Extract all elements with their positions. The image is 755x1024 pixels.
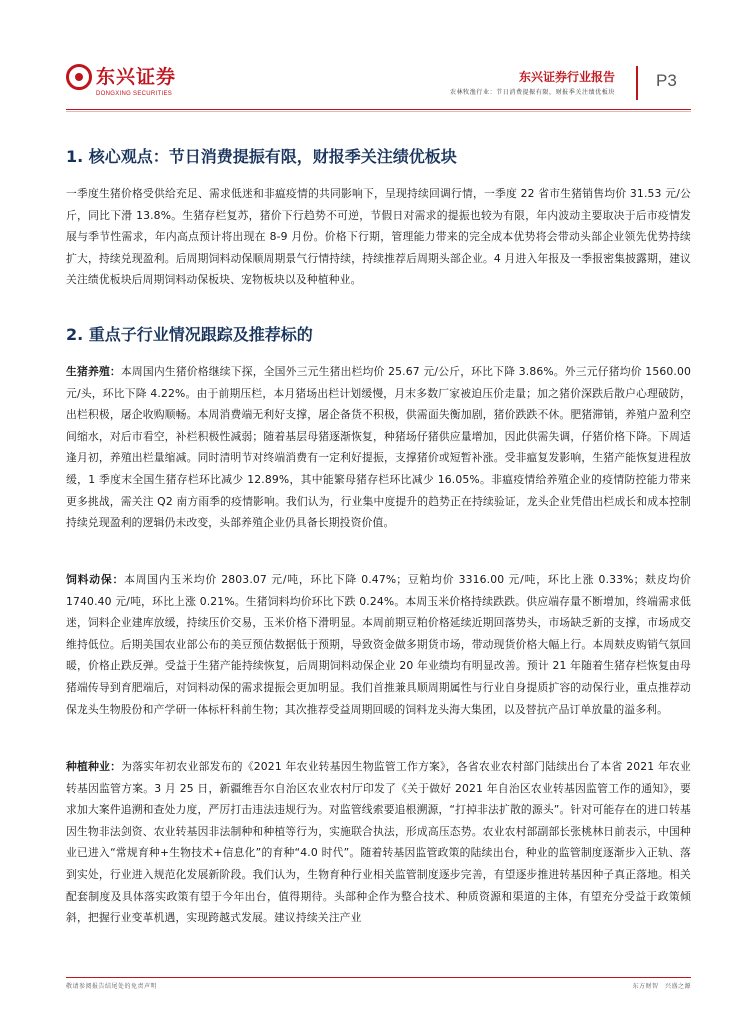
seed-text: 为落实年初农业部发布的《2021 年农业转基因生物监管工作方案》，各省农业农村部门陆续出台了本省 2021 年农业转基因监管方案。3 月 25 日，新疆维吾尔自治区农业农村厅印发了《关于做好 2021 年自治区农业转基因监管工作的通知》，要求加大案件追溯和查处力度，严厉打击违法违规行为。对监管线索要追根溯源，“打掉非法扩散的源头”。针对可能存在的进口转基因生物非法剑资、农业转基因非法制种和种植等行为，实施联合执法，形成高压态势。农业农村部副部长张桃林日前表示，中国种业已进入“常规育种+生物技术+信息化”的育种“4.0 时代”。随着转基因监管政策的陆续出台，种业的监管制度逐渐步入正轨、落到实处，行业进入规范化发展新阶段。我们认为，生物育种行业相关监管制度逐步完善，有望逐步推进转基因种子真正落地。相关配套制度及具体落实政策有望于今年出台，值得期待。头部种企作为整合技术、种质资源和渠道的主体，有望充分受益于政策倾斜，把握行业变革机遇，实现跨越式发展。建议持续关注产业: [66, 760, 691, 925]
footer-slogan: 东方财智 兴盛之源: [632, 983, 691, 990]
logo-icon: [66, 64, 92, 90]
report-title: 东兴证券行业报告: [518, 70, 615, 84]
seed-paragraph: [66, 756, 691, 929]
footer-rule: [66, 977, 691, 978]
hog-paragraph: [66, 361, 691, 534]
disclaimer-note: 敬请参阅报告结尾处的免责声明: [66, 983, 158, 990]
report-subtitle: 农林牧渔行业：节日消费提振有限，财报季关注绩优板块: [449, 89, 615, 96]
header-rule: [66, 109, 691, 110]
seed-label: 种植种业：: [66, 760, 122, 773]
feed-label: 饲料动保：: [66, 573, 125, 586]
logo-text-en: DONGXING SECURITIES: [96, 91, 173, 97]
hog-text: 本周国内生猪价格继续下探，全国外三元生猪出栏均价 25.67 元/公斤，环比下降 3.86%。外三元仔猪均价 1560.00 元/头，环比下降 4.22%。由于前期压栏，本月猪场出栏计划缓慢，月末多数厂家被迫压价走量；加之猪价深跌后散户心理破防，出栏积极，屠企收购顺畅。本周消费端无利好支撑，屠企备货不积极，供需面失衡加剧，猪价跌跌不休。肥猪滞销，养殖户盈利空间缩水，对后市看空，补栏积极性减弱；随着基层母猪逐渐恢复，种猪场仔猪供应量增加，因此供需失调，仔猪价格下降。下周适逢月初，养殖出栏量缩减。同时清明节对终端消费有一定利好提振，支撑猪价或短暂补涨。受非瘟复发影响，生猪产能恢复进程放缓，1 季度末全国生猪存栏环比减少 12.89%，其中能繁母猪存栏环比减少 16.05%。非瘟疫情给养殖企业的疫情防控能力带来更多挑战，需关注 Q2 南方雨季的疫情影响。我们认为，行业集中度提升的趋势正在持续验证，龙头企业凭借出栏成长和成本控制持续兑现盈利的逻辑仍未改变，头部养殖企业仍具备长期投资价值。: [66, 365, 691, 530]
header-rule-secondary: [66, 111, 691, 112]
section-1-paragraph: 一季度生猪价格受供给充足、需求低迷和非瘟疫情的共同影响下，呈现持续回调行情，一季度 22 省市生猪销售均价 31.53 元/公斤，同比下滑 13.8%。生猪存栏复苏，猪价下行趋势不可逆，节假日对需求的提振也较为有限，年内波动主要取决于后市疫情发展与季节性需求，年内高点预计将出现在 8-9 月份。价格下行期，管理能力带来的完全成本优势将会带动头部企业领先优势持续扩大，持续兑现盈利。后周期饲料动保顺周期景气行情持续，持续推荐后周期头部企业。4 月进入年报及一季报密集披露期，建议关注绩优板块后周期饲料动保板块、宠物板块以及种植种业。: [66, 187, 691, 287]
feed-text: 本周国内玉米均价 2803.07 元/吨，环比下降 0.47%；豆粕均价 3316.00 元/吨，环比上涨 0.33%；麸皮均价 1740.40 元/吨，环比上涨 0.21%。生猪饲料均价环比下跌 0.24%。本周玉米价格持续跌跌。供应端存量不断增加，终端需求低迷，饲料企业建库放缓，持续压价交易，玉米价格下滑明显。本周前期豆粕价格延续近期回落势头，市场缺乏新的支撑，市场成交维持低位。后期美国农业部公布的美豆预估数据低于预期，导致资金做多期货市场，带动现货价格大幅上行。本周麸皮购销气氛回暖，价格止跌反弹。受益于生猪产能持续恢复，后周期饲料动保企业 20 年业绩均有明显改善。预计 21 年随着生猪存栏恢复由母猪端传导到育肥端后，对饲料动保的需求提振会更加明显。我们首推兼具顺周期属性与行业自身提质扩容的动保行业，重点推荐动保龙头生物股份和产学研一体标杆科前生物；其次推荐受益周期回暖的饲料龙头海大集团，以及替抗产品订单放量的溢多利。: [66, 573, 692, 716]
section-2-heading: 2. 重点子行业情况跟踪及推荐标的: [66, 325, 313, 344]
page-number: P3: [656, 71, 677, 90]
logo-text-cn: 东兴证券: [96, 66, 177, 88]
hog-label: 生猪养殖：: [66, 365, 121, 378]
header-divider: [636, 66, 638, 100]
feed-paragraph: [66, 569, 691, 720]
section-1-heading: 1. 核心观点：节日消费提振有限，财报季关注绩优板块: [66, 147, 457, 166]
company-logo: [66, 64, 186, 108]
